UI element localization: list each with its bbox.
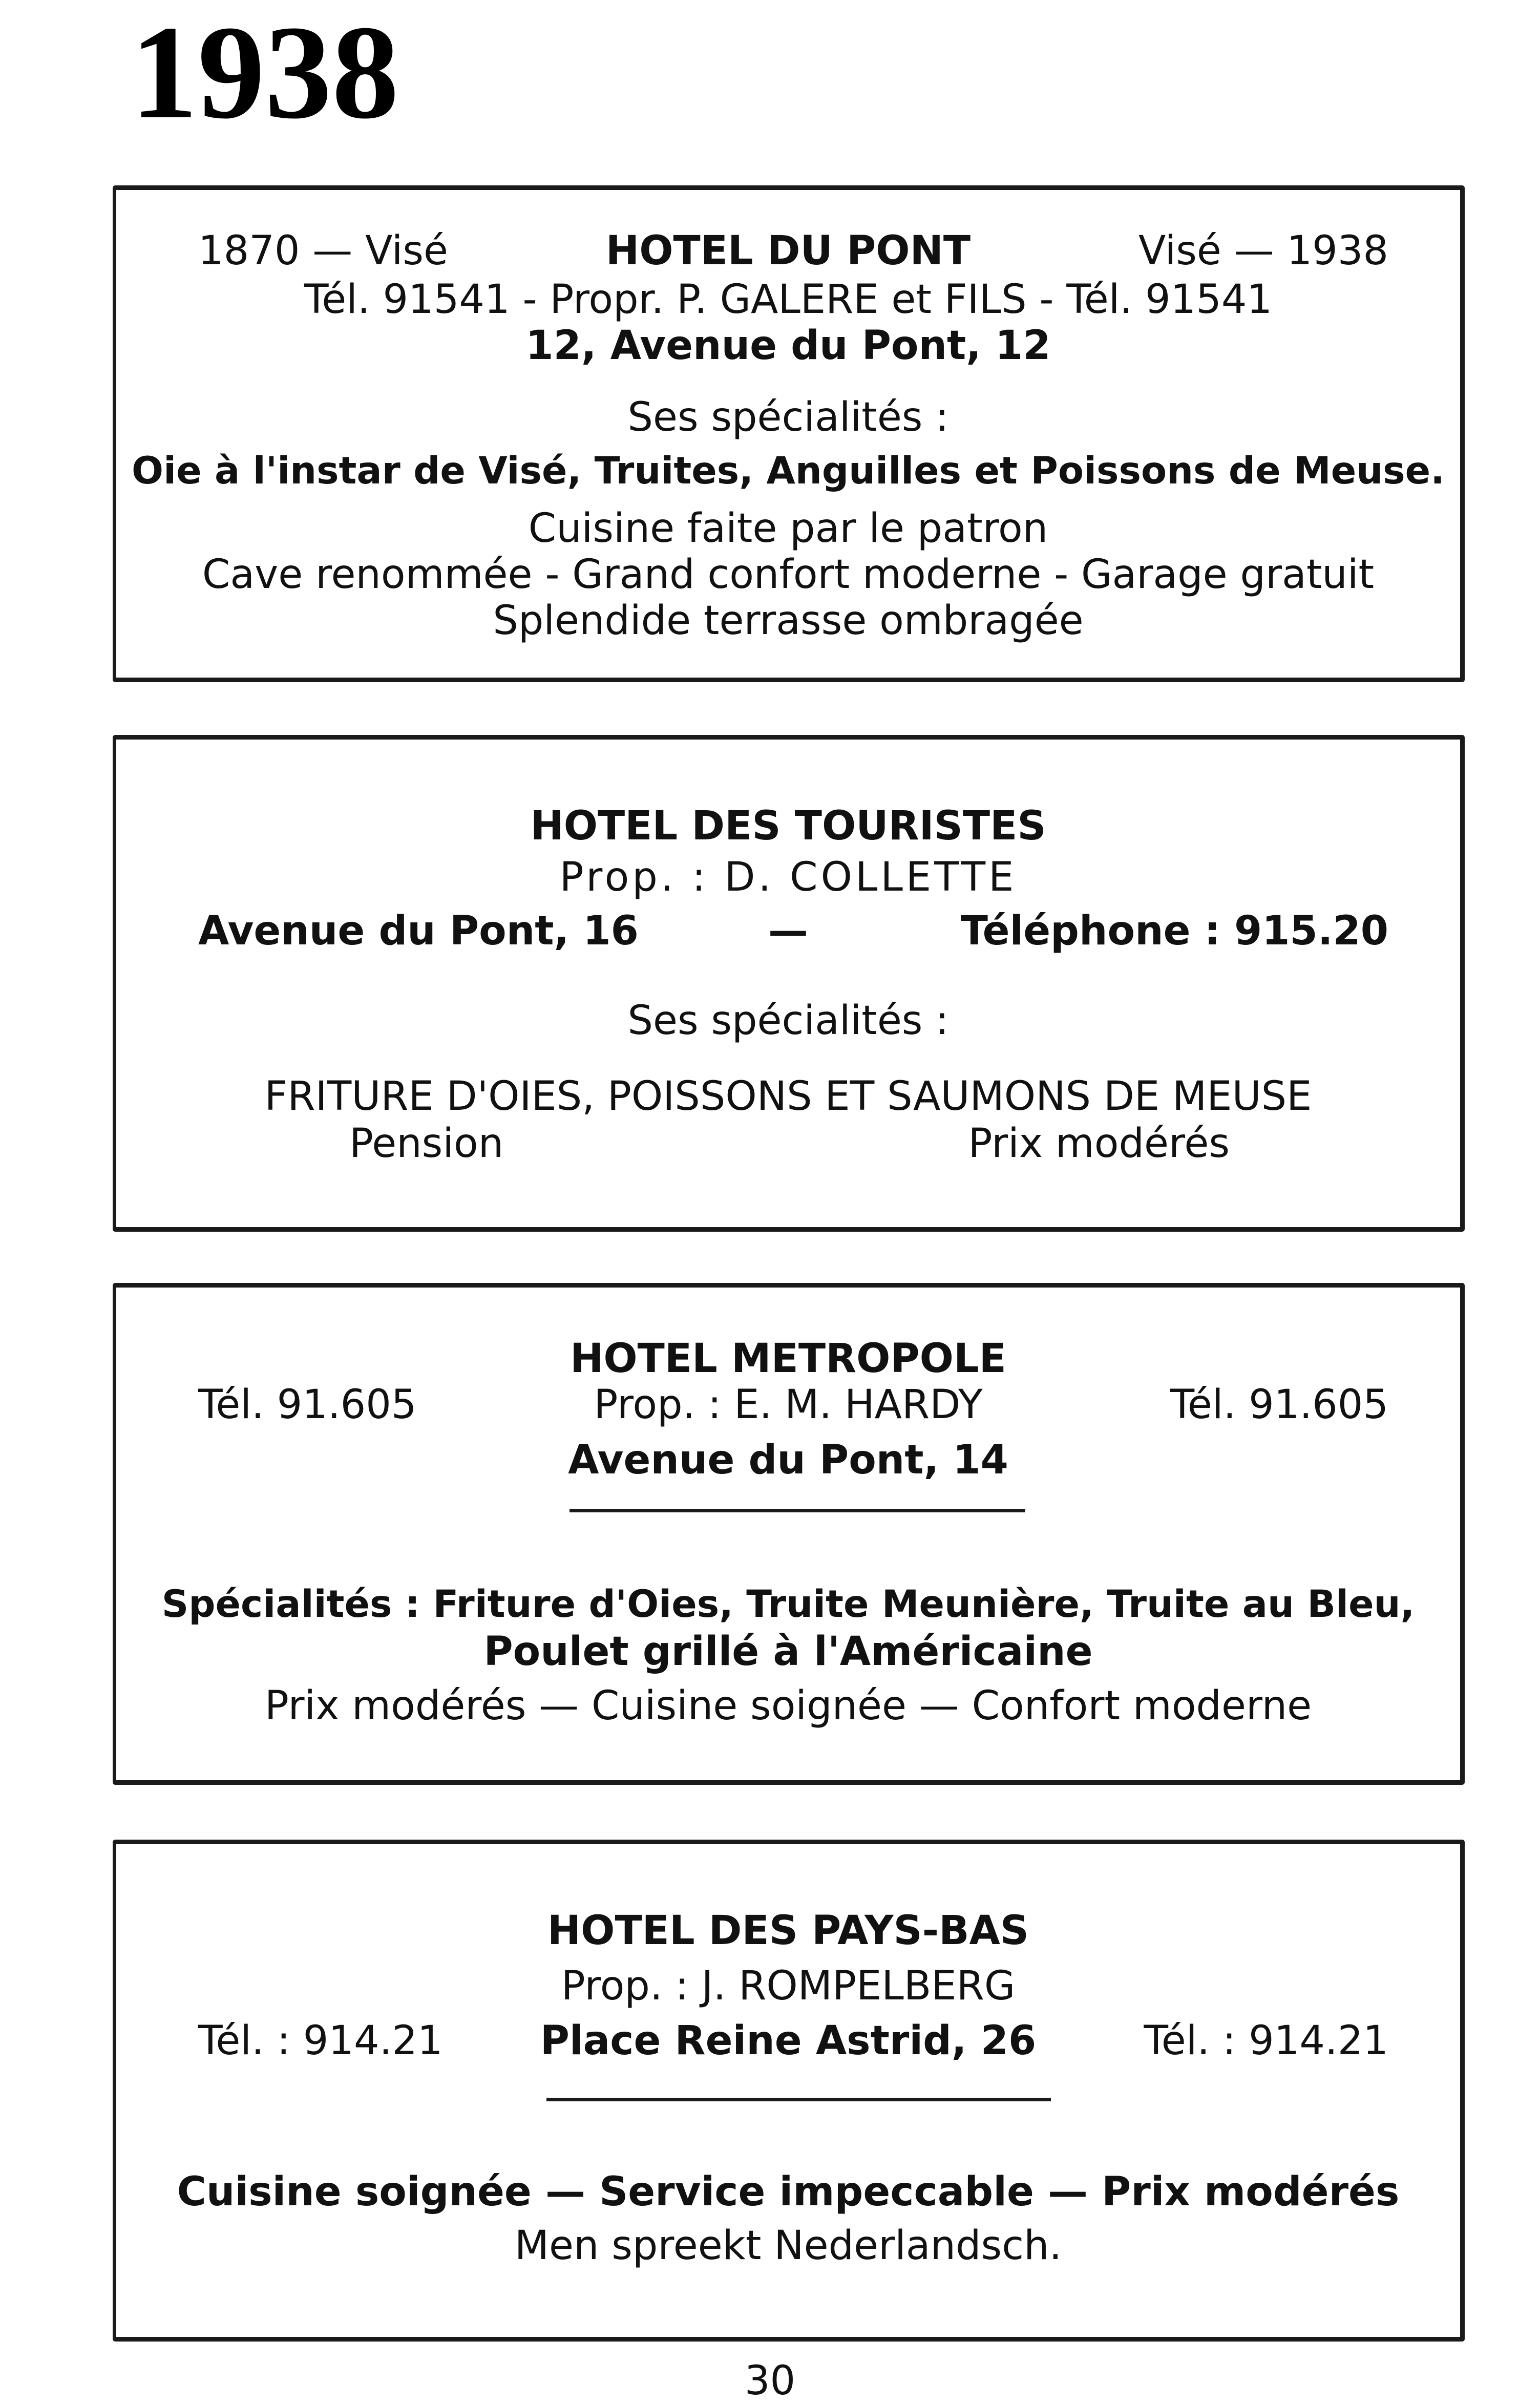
page-number: 30 (744, 2358, 796, 2404)
hotel-name: HOTEL DES TOURISTES (530, 803, 1046, 849)
phone-left: Tél. 91.605 (198, 1382, 417, 1428)
ad-hotel-des-pays-bas (113, 1840, 1465, 2342)
language-note: Men spreekt Nederlandsch. (514, 2223, 1062, 2269)
specialties-line-2: Poulet grillé à l'Américaine (483, 1629, 1093, 1675)
address: Avenue du Pont, 14 (568, 1437, 1008, 1483)
specialties-heading: Ses spécialités : (627, 394, 949, 440)
founding-year: 1870 — Visé (198, 228, 449, 274)
proprietor: Prop. : E. M. HARDY (594, 1382, 983, 1428)
hotel-name: HOTEL DES PAYS-BAS (547, 1908, 1029, 1954)
specialties-heading: Ses spécialités : (627, 998, 949, 1044)
address: Place Reine Astrid, 26 (540, 2018, 1037, 2064)
current-year: Visé — 1938 (1138, 228, 1388, 274)
ad-hotel-du-pont (113, 185, 1465, 682)
address: 12, Avenue du Pont, 12 (525, 323, 1051, 369)
info-line-2: Cave renommée - Grand confort moderne - Garage gratuit (202, 552, 1375, 598)
specialties-line-1: Spécialités : Friture d'Oies, Truite Meunière, Truite au Bleu, (161, 1583, 1415, 1626)
info-line-1: Cuisine faite par le patron (528, 505, 1048, 552)
hotel-name: HOTEL METROPOLE (570, 1336, 1006, 1382)
ad-hotel-metropole (113, 1283, 1465, 1785)
footer-line: Cuisine soignée — Service impeccable — Prix modérés (177, 2169, 1400, 2215)
footer-line: Prix modérés — Cuisine soignée — Confort moderne (264, 1683, 1312, 1729)
phone-right: Tél. : 914.21 (1144, 2018, 1388, 2064)
pension-note: Pension (349, 1121, 504, 1167)
phone: Téléphone : 915.20 (960, 908, 1388, 954)
contact-line: Tél. 91541 - Propr. P. GALERE et FILS - Tél. 91541 (304, 277, 1273, 323)
address: Avenue du Pont, 16 (198, 908, 639, 954)
proprietor: Prop. : D. COLLETTE (559, 854, 1017, 900)
info-line-3: Splendide terrasse ombragée (493, 598, 1084, 644)
phone-left: Tél. : 914.21 (198, 2018, 443, 2064)
ad-hotel-des-touristes (113, 735, 1465, 1232)
proprietor: Prop. : J. ROMPELBERG (561, 1963, 1016, 2009)
specialties: Oie à l'instar de Visé, Truites, Anguilles et Poissons de Meuse. (132, 449, 1445, 493)
specialties: FRITURE D'OIES, POISSONS ET SAUMONS DE MEUSE (264, 1073, 1312, 1120)
divider-rule (546, 2098, 1051, 2101)
divider-rule (569, 1509, 1025, 1512)
separator-dash: — (768, 908, 808, 954)
prices-note: Prix modérés (968, 1121, 1230, 1167)
phone-right: Tél. 91.605 (1170, 1382, 1388, 1428)
hotel-name: HOTEL DU PONT (605, 228, 971, 274)
page-year-heading: 1938 (131, 0, 399, 146)
